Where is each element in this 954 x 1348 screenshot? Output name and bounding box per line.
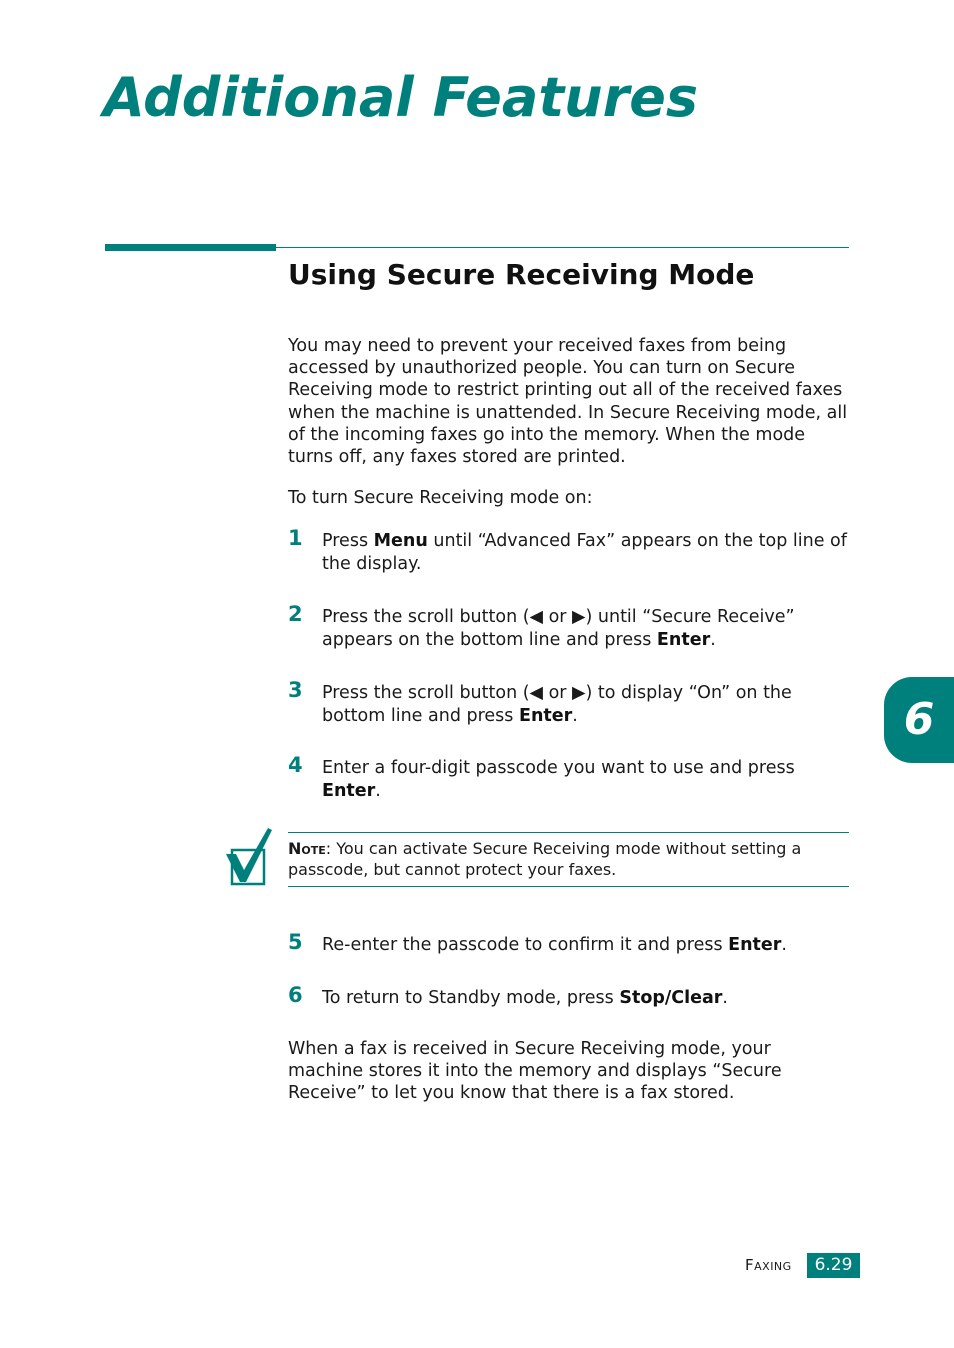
note-text: Note: You can activate Secure Receiving mode without setting a passcode, but cannot protect your faxes. — [288, 839, 802, 879]
step-number: 3 — [288, 678, 303, 702]
footer-page-number: 6.29 — [807, 1253, 860, 1278]
lead-in-text: To turn Secure Receiving mode on: — [288, 488, 593, 508]
step-text: To return to Standby mode, press Stop/Clear. — [322, 988, 728, 1008]
step-text: Re-enter the passcode to confirm it and press Enter. — [322, 935, 787, 955]
section-title: Using Secure Receiving Mode — [288, 258, 755, 291]
footer-section-label: Faxing — [745, 1256, 792, 1274]
closing-paragraph: When a fax is received in Secure Receiving mode, your machine stores it into the memory and displays “Secure Receive” to let you know that there is a fax stored. — [288, 1039, 782, 1104]
step-number: 4 — [288, 753, 303, 777]
section-rule-thin — [276, 247, 849, 248]
step-number: 2 — [288, 602, 303, 626]
chapter-title: Additional Features — [103, 66, 698, 129]
step-number: 6 — [288, 983, 303, 1007]
step-number: 1 — [288, 526, 303, 550]
note-rule-top — [288, 832, 849, 833]
chapter-tab: 6 — [884, 677, 954, 763]
checkmark-note-icon — [222, 824, 274, 888]
step-text: Press the scroll button (◀ or ▶) to display “On” on the bottom line and press Enter. — [322, 683, 792, 726]
step-text: Press Menu until “Advanced Fax” appears on the top line of the display. — [322, 531, 847, 574]
intro-paragraph: You may need to prevent your received faxes from being accessed by unauthorized people. You can turn on Secure Receiving mode to restrict printing out all of the received faxes when the machine is unattended. In Secure Receiving mode, all of the incoming faxes go into the memory. When the mode turns off, any faxes stored are printed. — [288, 336, 848, 468]
note-rule-bottom — [288, 886, 849, 887]
step-number: 5 — [288, 930, 303, 954]
step-text: Enter a four-digit passcode you want to use and press Enter. — [322, 758, 795, 801]
section-rule-thick — [105, 244, 276, 251]
step-text: Press the scroll button (◀ or ▶) until “Secure Receive” appears on the bottom line and press Enter. — [322, 607, 795, 650]
